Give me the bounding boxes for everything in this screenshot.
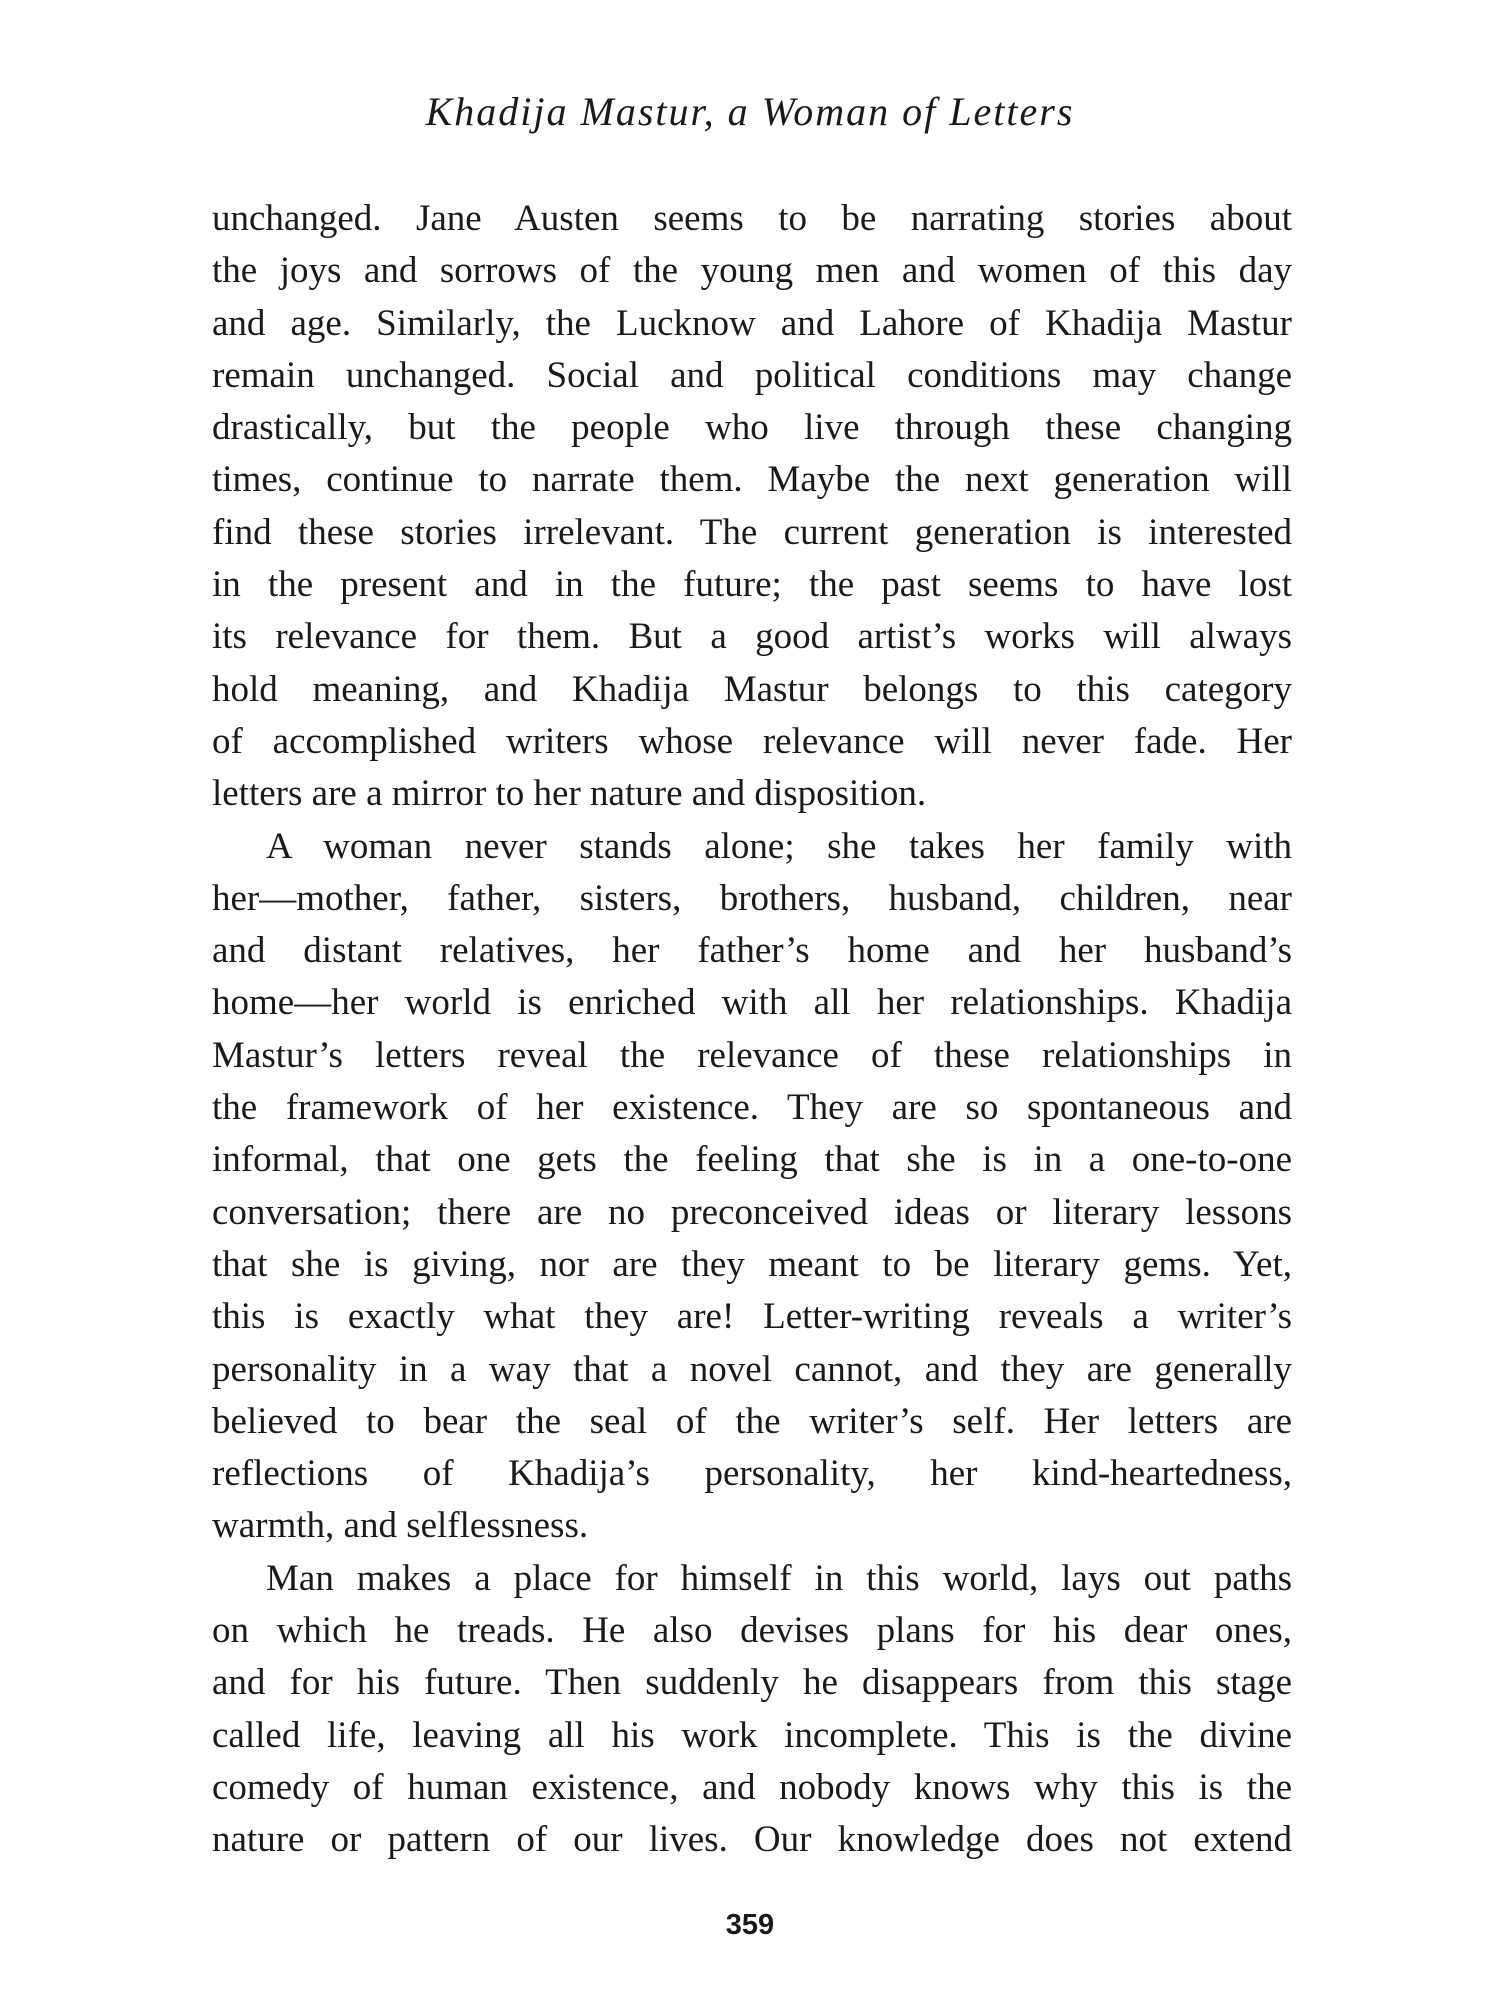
text-line: home—her world is enriched with all her relationships. Khadija <box>212 982 1292 1024</box>
text-line: letters are a mirror to her nature and disposition. <box>212 773 927 815</box>
text-line: hold meaning, and Khadija Mastur belongs to this category <box>212 668 1292 710</box>
body-text <box>212 193 1292 1867</box>
running-head-title: Khadija Mastur, a Woman of Letters <box>425 89 1075 134</box>
text-line: times, continue to narrate them. Maybe the next generation will <box>212 459 1292 501</box>
text-line: reflections of Khadija’s personality, her kind-heartedness, <box>212 1453 1292 1495</box>
text-line: of accomplished writers whose relevance will never fade. Her <box>212 720 1292 762</box>
text-line: called life, leaving all his work incomplete. This is the divine <box>212 1714 1292 1756</box>
text-line: this is exactly what they are! Letter-writing reveals a writer’s <box>212 1296 1292 1338</box>
text-line: on which he treads. He also devises plans for his dear ones, <box>212 1610 1292 1652</box>
text-line: drastically, but the people who live through these changing <box>212 407 1292 449</box>
text-line: believed to bear the seal of the writer’s self. Her letters are <box>212 1400 1292 1442</box>
text-line: the joys and sorrows of the young men and women of this day <box>212 250 1292 292</box>
text-line: find these stories irrelevant. The current generation is interested <box>212 511 1292 553</box>
text-line: warmth, and selflessness. <box>212 1505 589 1547</box>
text-line: and age. Similarly, the Lucknow and Lahore of Khadija Mastur <box>212 302 1292 344</box>
text-line: Mastur’s letters reveal the relevance of these relationships in <box>212 1034 1292 1076</box>
text-line: remain unchanged. Social and political conditions may change <box>212 354 1292 396</box>
text-line: comedy of human existence, and nobody knows why this is the <box>212 1766 1292 1808</box>
text-line: that she is giving, nor are they meant to be literary gems. Yet, <box>212 1243 1292 1285</box>
text-line: its relevance for them. But a good artist’s works will always <box>212 616 1292 658</box>
text-line: in the present and in the future; the past seems to have lost <box>212 564 1292 606</box>
paragraph-start-line: A woman never stands alone; she takes her family with <box>266 825 1292 867</box>
page-number: 359 <box>725 1909 775 1941</box>
text-line: unchanged. Jane Austen seems to be narrating stories about <box>212 198 1292 239</box>
text-line: the framework of her existence. They are so spontaneous and <box>212 1087 1292 1129</box>
text-line: informal, that one gets the feeling that she is in a one-to-one <box>212 1139 1292 1181</box>
text-line: her—mother, father, sisters, brothers, husband, children, near <box>212 877 1292 919</box>
text-line: and distant relatives, her father’s home and her husband’s <box>212 930 1292 972</box>
text-line: and for his future. Then suddenly he disappears from this stage <box>212 1662 1292 1704</box>
text-line: nature or pattern of our lives. Our knowledge does not extend <box>212 1819 1292 1861</box>
text-line: personality in a way that a novel cannot, and they are generally <box>212 1348 1292 1390</box>
paragraph-start-line: Man makes a place for himself in this world, lays out paths <box>266 1557 1292 1599</box>
text-line: conversation; there are no preconceived ideas or literary lessons <box>212 1191 1292 1233</box>
